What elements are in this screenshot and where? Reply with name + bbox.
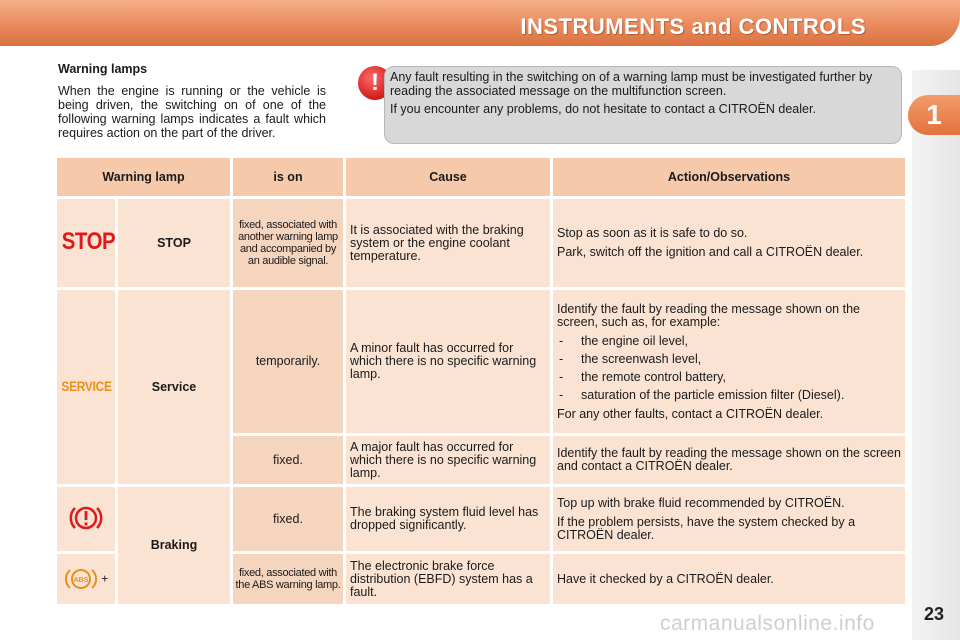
cause-braking-2: The electronic brake force distribution (EBFD) system has a fault. [346, 554, 550, 604]
ison-braking-2: fixed, associated with the ABS warning lamp. [233, 554, 343, 604]
service-icon-cell [57, 290, 115, 484]
table-header-row [57, 158, 905, 196]
abs-label: ABS [73, 577, 89, 584]
brake-warning-icon [68, 503, 104, 533]
ison-stop: fixed, associated with another warning lamp and accompanied by an audible signal. [233, 199, 343, 287]
note-line-1: Any fault resulting in the switching on of a warning lamp must be investigated further by reading the associated message on the multifunction screen. [390, 70, 873, 98]
lamp-name-stop: STOP [118, 199, 230, 287]
action-stop-2: Park, switch off the ignition and call a CITROËN dealer. [557, 245, 864, 259]
chapter-tab[interactable]: 1 [908, 95, 960, 135]
list-item: - saturation of the particle emission filter (Diesel). [557, 389, 901, 402]
side-strip [912, 70, 960, 640]
table-row-stop [57, 199, 905, 287]
plus-sign: + [101, 571, 109, 586]
intro-section [58, 62, 326, 140]
warning-note-box [384, 66, 902, 144]
cause-service-1: A minor fault has occurred for which there is no specific warning lamp. [346, 290, 550, 433]
action-braking-2: Have it checked by a CITROËN dealer. [553, 554, 905, 604]
stop-icon-cell [57, 199, 115, 287]
list-item: - the engine oil level, [557, 335, 901, 348]
action-stop [553, 199, 905, 287]
note-line-2: If you encounter any problems, do not hesitate to contact a CITROËN dealer. [390, 102, 816, 116]
header-is-on: is on [233, 158, 343, 196]
action-stop-1: Stop as soon as it is safe to do so. [557, 226, 748, 240]
abs-icon-cell [57, 554, 115, 604]
list-item: - the screenwash level, [557, 353, 901, 366]
lamp-name-braking: Braking [118, 487, 230, 604]
warning-lamps-table [54, 155, 908, 607]
page-title: INSTRUMENTS and CONTROLS [520, 14, 866, 39]
action-service-outro: For any other faults, contact a CITROËN dealer. [557, 406, 824, 421]
service-icon: SERVICE [61, 378, 112, 394]
page-number: 23 [924, 604, 945, 624]
action-service-2: Identify the fault by reading the message shown on the screen and contact a CITROËN dealer. [553, 436, 905, 484]
cause-service-2: A major fault has occurred for which there is no specific warning lamp. [346, 436, 550, 484]
ison-service-1: temporarily. [233, 290, 343, 433]
intro-heading: Warning lamps [58, 62, 148, 76]
action-service-intro: Identify the fault by reading the message shown on the screen, such as, for example: [557, 301, 860, 329]
service-items-list [557, 335, 901, 402]
header-action: Action/Observations [553, 158, 905, 196]
ison-braking-1: fixed. [233, 487, 343, 551]
action-service-1 [553, 290, 905, 433]
table-row-service-1 [57, 290, 905, 433]
brake-icon-cell [57, 487, 115, 551]
lamp-name-service: Service [118, 290, 230, 484]
action-braking-1 [553, 487, 905, 551]
cause-stop: It is associated with the braking system or the engine coolant temperature. [346, 199, 550, 287]
table-row-braking-1 [57, 487, 905, 551]
action-braking-1a: Top up with brake fluid recommended by CITROËN. [557, 495, 845, 510]
header-warning-lamp: Warning lamp [57, 158, 230, 196]
action-braking-1b: If the problem persists, have the system checked by a CITROËN dealer. [557, 514, 856, 542]
stop-icon: STOP [61, 227, 116, 255]
exclamation-icon: ! [358, 66, 392, 100]
intro-text: When the engine is running or the vehicle is being driven, the switching on of one of the following warning lamps indicates a fault which requires action on the part of the driver. [58, 84, 326, 140]
page-header-bar [0, 0, 960, 46]
header-cause: Cause [346, 158, 550, 196]
cause-braking-1: The braking system fluid level has dropped significantly. [346, 487, 550, 551]
ison-service-2: fixed. [233, 436, 343, 484]
list-item: - the remote control battery, [557, 371, 901, 384]
watermark: carmanualsonline.info [660, 612, 875, 635]
abs-icon [64, 566, 98, 592]
